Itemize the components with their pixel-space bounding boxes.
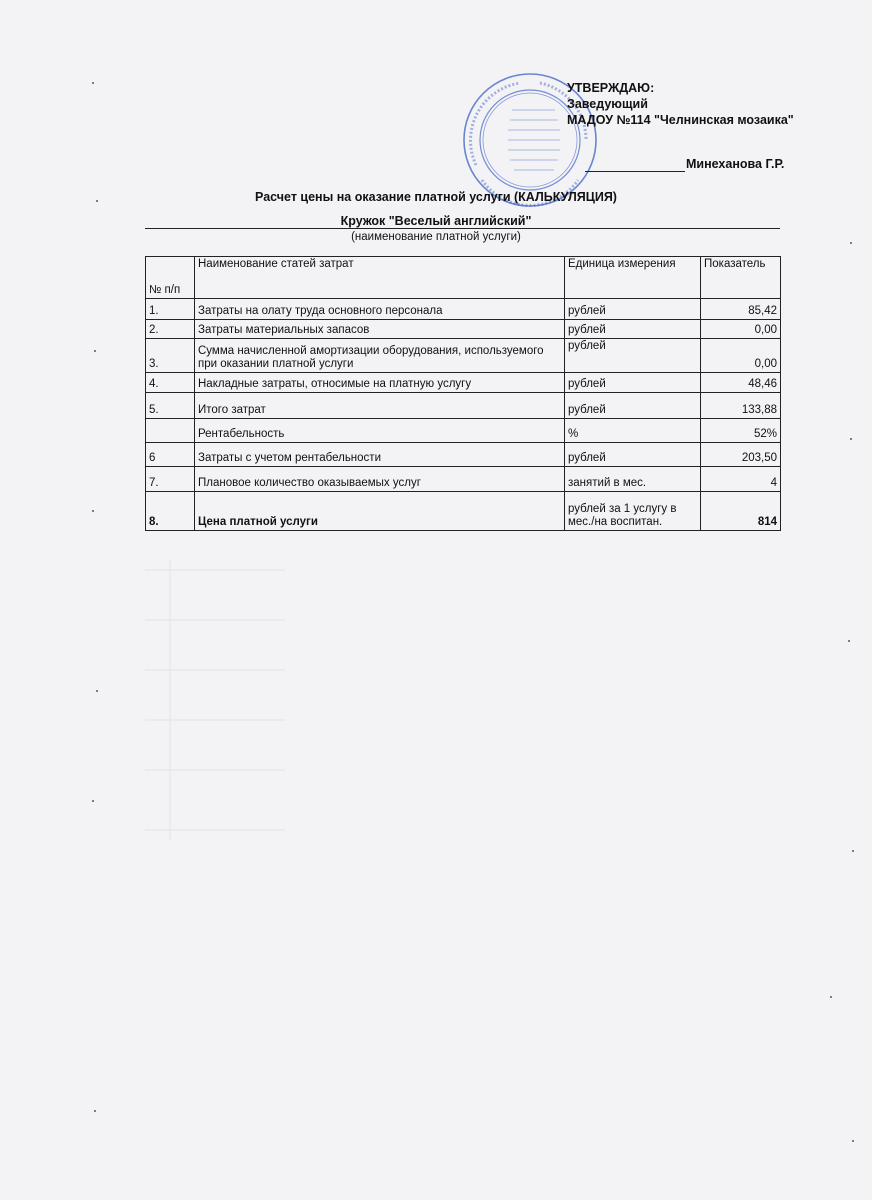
table-row bbox=[146, 373, 781, 393]
bleed-through-shadow bbox=[145, 560, 285, 840]
row-item: Итого затрат bbox=[195, 393, 565, 419]
row-unit: занятий в мес. bbox=[565, 467, 701, 492]
service-caption: (наименование платной услуги) bbox=[351, 231, 521, 243]
row-num: 5. bbox=[146, 393, 195, 419]
table-row bbox=[146, 339, 781, 373]
row-num: 6 bbox=[146, 443, 195, 467]
scan-speck bbox=[92, 510, 94, 512]
row-item: Цена платной услуги bbox=[195, 492, 565, 531]
row-num: 8. bbox=[146, 492, 195, 531]
row-value: 4 bbox=[701, 467, 781, 492]
row-num: 3. bbox=[146, 339, 195, 373]
document-title: Расчет цены на оказание платной услуги (КАЛЬКУЛЯЦИЯ) bbox=[255, 190, 617, 204]
row-value: 203,50 bbox=[701, 443, 781, 467]
row-value: 0,00 bbox=[701, 339, 781, 373]
header-unit: Единица измерения bbox=[565, 257, 701, 299]
table-row bbox=[146, 393, 781, 419]
row-unit: рублей bbox=[565, 320, 701, 339]
row-item: Накладные затраты, относимые на платную услугу bbox=[195, 373, 565, 393]
approve-label: УТВЕРЖДАЮ: bbox=[567, 81, 655, 95]
header-item: Наименование статей затрат bbox=[195, 257, 565, 299]
header-num: № п/п bbox=[146, 257, 195, 299]
row-item: Затраты материальных запасов bbox=[195, 320, 565, 339]
scan-speck bbox=[852, 1140, 854, 1142]
row-item: Плановое количество оказываемых услуг bbox=[195, 467, 565, 492]
scan-speck bbox=[92, 800, 94, 802]
row-num bbox=[146, 419, 195, 443]
row-num: 4. bbox=[146, 373, 195, 393]
row-item: Затраты на олату труда основного персонала bbox=[195, 299, 565, 320]
row-value: 133,88 bbox=[701, 393, 781, 419]
scan-speck bbox=[852, 850, 854, 852]
service-name: Кружок "Веселый английский" bbox=[340, 214, 532, 228]
row-value: 52% bbox=[701, 419, 781, 443]
table-row bbox=[146, 443, 781, 467]
scan-speck bbox=[848, 640, 850, 642]
row-unit: рублей bbox=[565, 443, 701, 467]
organization-name: МАДОУ №114 "Челнинская мозаика" bbox=[567, 113, 794, 127]
row-num: 7. bbox=[146, 467, 195, 492]
scan-speck bbox=[94, 1110, 96, 1112]
row-unit: рублей за 1 услугу в мес./на воспитан. bbox=[565, 492, 701, 531]
row-value: 814 bbox=[701, 492, 781, 531]
scan-speck bbox=[92, 82, 94, 84]
row-unit: рублей bbox=[565, 339, 701, 373]
calculation-table bbox=[145, 256, 781, 531]
scan-speck bbox=[94, 350, 96, 352]
table-row bbox=[146, 299, 781, 320]
row-unit: рублей bbox=[565, 299, 701, 320]
row-unit: рублей bbox=[565, 373, 701, 393]
row-value: 85,42 bbox=[701, 299, 781, 320]
row-num: 1. bbox=[146, 299, 195, 320]
row-num: 2. bbox=[146, 320, 195, 339]
scan-speck bbox=[850, 438, 852, 440]
scan-speck bbox=[96, 690, 98, 692]
row-unit: рублей bbox=[565, 393, 701, 419]
table-header-row bbox=[146, 257, 781, 299]
scan-speck bbox=[96, 200, 98, 202]
scan-speck bbox=[830, 996, 832, 998]
approver-position: Заведующий bbox=[567, 97, 648, 111]
row-value: 0,00 bbox=[701, 320, 781, 339]
service-underline bbox=[145, 228, 780, 229]
row-item: Рентабельность bbox=[195, 419, 565, 443]
row-item: Сумма начисленной амортизации оборудования, используемого при оказании платной услуги bbox=[195, 339, 565, 373]
header-value: Показатель bbox=[701, 257, 781, 299]
scan-speck bbox=[850, 242, 852, 244]
signature-line bbox=[585, 171, 685, 172]
signer-name: Минеханова Г.Р. bbox=[686, 157, 785, 171]
row-item: Затраты с учетом рентабельности bbox=[195, 443, 565, 467]
table-row bbox=[146, 467, 781, 492]
approval-block bbox=[567, 80, 794, 128]
table-row-total bbox=[146, 492, 781, 531]
row-unit: % bbox=[565, 419, 701, 443]
row-value: 48,46 bbox=[701, 373, 781, 393]
table-row bbox=[146, 419, 781, 443]
table-row bbox=[146, 320, 781, 339]
